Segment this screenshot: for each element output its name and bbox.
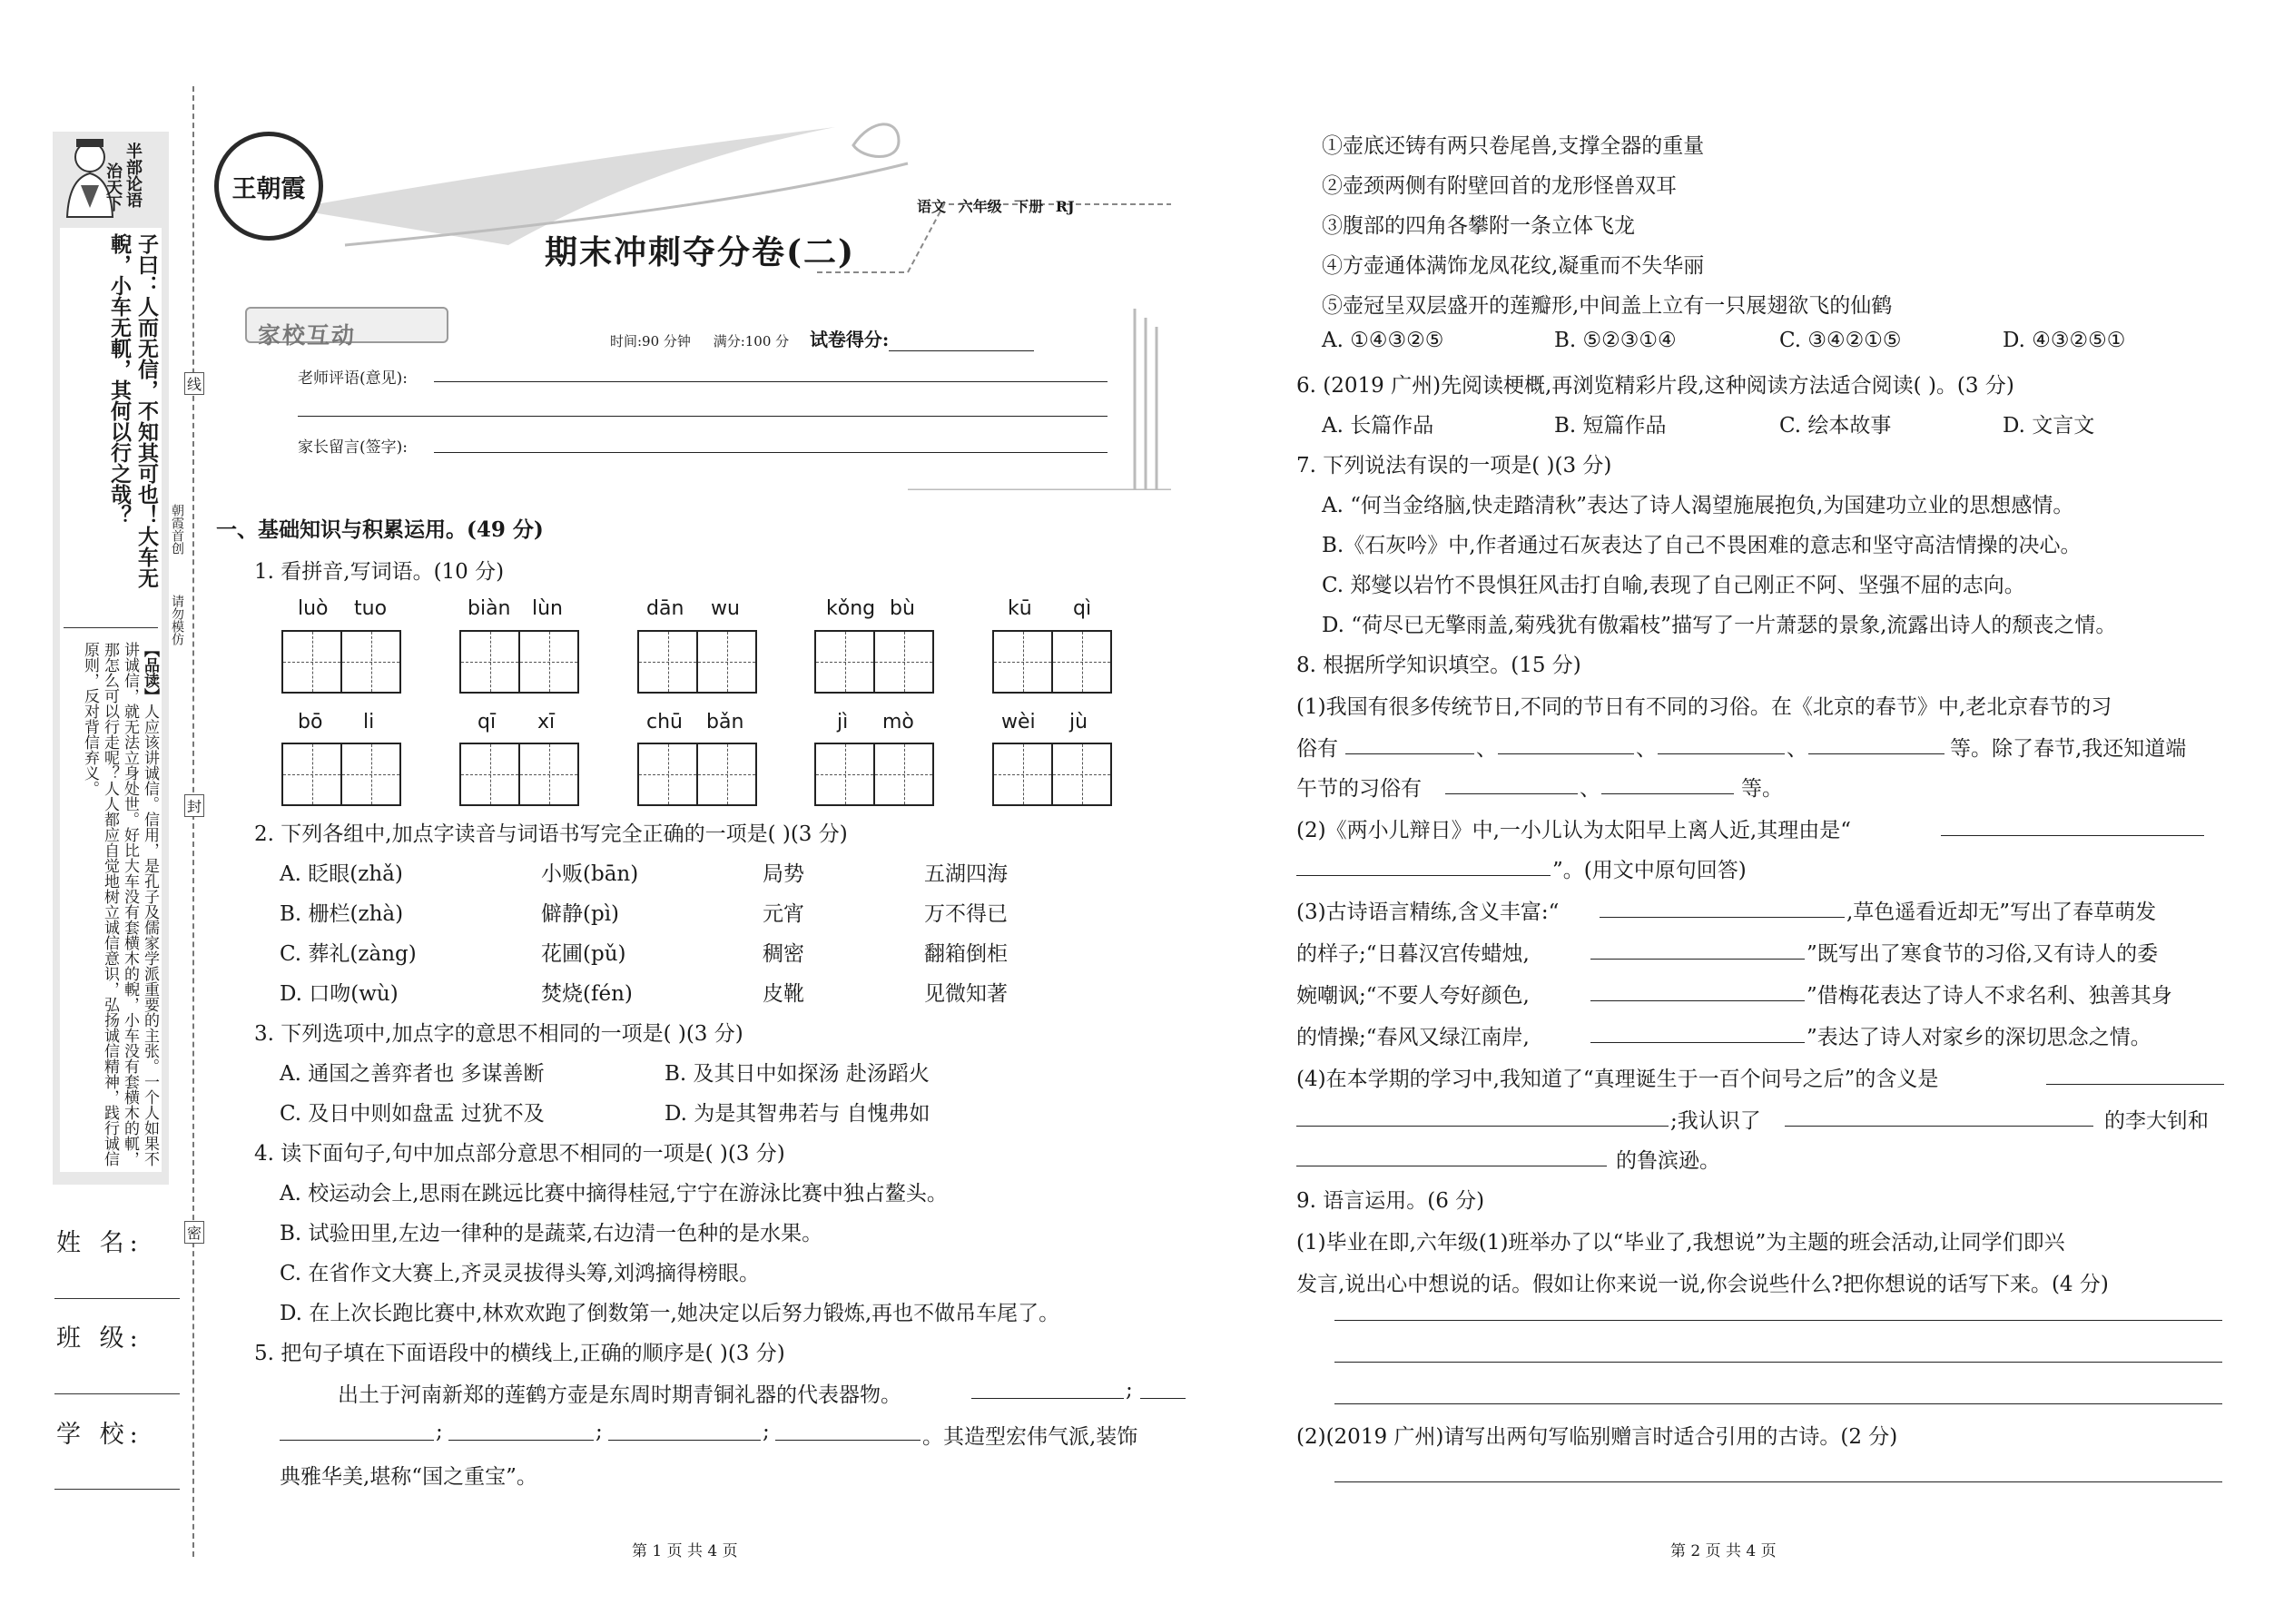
brand-logo <box>214 132 323 241</box>
pinyin: dān <box>646 597 684 620</box>
score-label: 试卷得分: <box>809 329 890 350</box>
question-8: 8. 根据所学知识填空。(15 分) <box>1296 654 1581 677</box>
q8-3-blank-3[interactable] <box>1590 1000 1805 1001</box>
parent-comment-line[interactable] <box>434 452 1108 453</box>
q2-option-b-1: B. 栅栏(zhà) <box>280 902 404 926</box>
question-6: 6. (2019 广州)先阅读梗概,再浏览精彩片段,这种阅读方法适合阅读( )。(3 分) <box>1296 374 2014 398</box>
pinyin: bù <box>890 597 915 620</box>
q8-4-line-b-mid: ;我认识了 <box>1670 1109 1761 1133</box>
tianzige-grid[interactable] <box>459 743 579 806</box>
q8-4-line-a: (4)在本学期的学习中,我知道了“真理诞生于一百个问号之后”的含义是 <box>1296 1068 1939 1091</box>
q2-option-d-4: 见微知著 <box>924 982 1008 1006</box>
q8-3-line-c-post: ”借梅花表达了诗人不求名利、独善其身 <box>1807 984 2172 1008</box>
full-score: 满分:100 分 <box>713 333 790 349</box>
q5-item-5: ⑤壶冠呈双层盛开的莲瓣形,中间盖上立有一只展翅欲飞的仙鹤 <box>1322 294 1893 318</box>
q3-option-c: C. 及日中则如盘盂 过犹不及 <box>280 1102 545 1126</box>
tianzige-grid[interactable] <box>992 630 1112 694</box>
page-footer-left: 第 1 页 共 4 页 <box>632 1542 738 1560</box>
q4-option-c: C. 在省作文大赛上,齐灵灵拔得头筹,刘鸿摘得榜眼。 <box>280 1262 761 1285</box>
pinyin: wu <box>711 597 740 620</box>
q4-option-d: D. 在上次长跑比赛中,林欢欢跑了倒数第一,她决定以后努力锻炼,再也不做吊车尾了。 <box>280 1302 1060 1325</box>
q9-1-line-a: (1)毕业在即,六年级(1)班举办了以“毕业了,我想说”为主题的班会活动,让同学们即兴 <box>1296 1231 2065 1255</box>
q6-option-c: C. 绘本故事 <box>1779 414 1892 438</box>
q5-option-c: C. ③④②①⑤ <box>1779 329 1902 352</box>
q2-option-a-3: 局势 <box>763 862 804 886</box>
q5-blank-1[interactable] <box>971 1398 1124 1399</box>
notice-text: 朝霞首创 <box>170 504 184 555</box>
q6-option-a: A. 长篇作品 <box>1322 414 1434 438</box>
school-input-line[interactable] <box>54 1489 180 1490</box>
q6-option-d: D. 文言文 <box>2003 414 2095 438</box>
q8-3-blank-1[interactable] <box>1600 917 1845 918</box>
q8-1-blank-1[interactable] <box>1345 753 1474 754</box>
q8-1-blank-3[interactable] <box>1658 753 1785 754</box>
q2-option-a-4: 五湖四海 <box>924 862 1008 886</box>
pinyin: luò <box>298 597 329 620</box>
score-input[interactable] <box>889 350 1034 351</box>
pinyin: qī <box>478 711 497 733</box>
question-7: 7. 下列说法有误的一项是( )(3 分) <box>1296 454 1612 477</box>
pinyin: bǎn <box>706 711 744 733</box>
name-label: 姓 名: <box>56 1229 143 1257</box>
pinyin: jì <box>837 711 849 733</box>
q2-option-d-3: 皮靴 <box>763 982 804 1006</box>
q5-blank-2b[interactable] <box>280 1440 434 1441</box>
q8-3-blank-2[interactable] <box>1590 959 1805 960</box>
teacher-comment-label: 老师评语(意见): <box>298 369 408 388</box>
pinyin: chū <box>646 711 683 733</box>
q8-4-line-b-post: 的李大钊和 <box>2104 1109 2209 1133</box>
cut-word-xian: 线 <box>184 372 204 395</box>
q8-2-blank-1[interactable] <box>1941 835 2204 836</box>
teacher-comment-line-1[interactable] <box>434 381 1108 382</box>
pinyin: kū <box>1008 597 1032 620</box>
question-4: 4. 读下面句子,句中加点部分意思不相同的一项是( )(3 分) <box>254 1142 785 1166</box>
q2-option-a-1: A. 眨眼(zhǎ) <box>280 862 403 886</box>
cut-line <box>192 86 194 1557</box>
tianzige-grid[interactable] <box>992 743 1112 806</box>
q7-option-c: C. 郑燮以岩竹不畏惧狂风击打自喻,表现了自己刚正不阿、坚强不屈的志向。 <box>1322 574 2025 597</box>
quote-divider <box>64 627 158 628</box>
q3-option-a: A. 通国之善弈者也 多谋善断 <box>280 1062 545 1086</box>
q9-1-answer-line-3[interactable] <box>1334 1403 2222 1404</box>
vertical-label-2: 治天下 <box>103 162 123 212</box>
q9-2-answer-line-1[interactable] <box>1334 1481 2222 1482</box>
q5-blank-2a[interactable] <box>1140 1398 1186 1399</box>
school-label: 学 校: <box>56 1421 143 1449</box>
pinyin: mò <box>882 711 914 733</box>
header-decoration <box>272 109 1180 490</box>
section-1-heading: 一、基础知识与积累运用。(49 分) <box>216 517 544 542</box>
page-footer-right: 第 2 页 共 4 页 <box>1670 1542 1777 1560</box>
q8-3-line-d-pre: 的情操;“春风又绿江南岸, <box>1296 1026 1530 1049</box>
q2-option-d-1: D. 口吻(wù) <box>280 982 399 1006</box>
q8-1-blank-5[interactable] <box>1445 793 1578 794</box>
q5-semicolon: ; <box>1126 1378 1133 1402</box>
reading-note <box>80 642 160 1168</box>
tianzige-grid[interactable] <box>281 743 401 806</box>
q5-semicolon: ; <box>763 1420 770 1443</box>
q8-2-blank-2[interactable] <box>1296 875 1551 876</box>
q8-3-blank-4[interactable] <box>1590 1042 1805 1043</box>
binding-margin <box>0 0 191 1624</box>
q4-option-a: A. 校运动会上,思雨在跳远比赛中摘得桂冠,宁宁在游泳比赛中独占鳌头。 <box>280 1182 948 1206</box>
q8-1-line-b-post: 等。除了春节,我还知道端 <box>1950 737 2187 761</box>
q8-3-line-a-post: ,草色遥看近却无”写出了春草萌发 <box>1846 901 2157 924</box>
q5-item-4: ④方壶通体满饰龙凤花纹,凝重而不失华丽 <box>1322 254 1705 278</box>
q8-1-blank-6[interactable] <box>1601 793 1734 794</box>
q6-option-b: B. 短篇作品 <box>1554 414 1667 438</box>
quote-content <box>60 228 162 1172</box>
question-3: 3. 下列选项中,加点字的意思不相同的一项是( )(3 分) <box>254 1022 743 1046</box>
q8-1-line-c-pre: 午节的习俗有 <box>1296 777 1422 801</box>
q7-option-b: B.《石灰吟》中,作者通过石灰表达了自己不畏困难的意志和坚守高洁情操的决心。 <box>1322 534 2082 557</box>
q5-item-3: ③腹部的四角各攀附一条立体飞龙 <box>1322 214 1635 238</box>
vertical-label-1: 半部论语 <box>123 143 143 208</box>
q5-blank-5[interactable] <box>775 1440 921 1441</box>
q8-2-line-b: ”。(用文中原句回答) <box>1552 859 1747 882</box>
q8-3-line-d-post: ”表达了诗人对家乡的深切思念之情。 <box>1807 1026 2151 1049</box>
q2-option-c-2: 花圃(pǔ) <box>541 942 626 966</box>
pinyin: kǒng <box>826 597 876 620</box>
q2-option-c-4: 翻箱倒柜 <box>924 942 1008 966</box>
confucius-quote: 子曰：人而无信，不知其可也！大车无輗，小车无軏，其何以行之哉？ <box>107 233 159 588</box>
time-limit: 时间:90 分钟 <box>610 333 691 349</box>
q9-2: (2)(2019 广州)请写出两句写临别赠言时适合引用的古诗。(2 分) <box>1296 1425 1898 1449</box>
pinyin: lùn <box>532 597 563 620</box>
q5-option-d: D. ④③②⑤① <box>2003 329 2126 352</box>
q5-passage-1: 出土于河南新郑的莲鹤方壶是东周时期青铜礼器的代表器物。 <box>338 1383 901 1407</box>
q2-option-a-2: 小贩(bān) <box>541 862 639 886</box>
notice-text-2: 请勿模仿 <box>170 595 184 645</box>
q8-3-line-a-pre: (3)古诗语言精练,含义丰富:“ <box>1296 901 1560 924</box>
cut-word-mi: 密 <box>184 1221 204 1244</box>
q2-option-c-1: C. 葬礼(zàng) <box>280 942 417 966</box>
q8-1-blank-4[interactable] <box>1808 753 1944 754</box>
question-9: 9. 语言运用。(6 分) <box>1296 1189 1485 1213</box>
tianzige-grid[interactable] <box>814 630 934 694</box>
q5-option-b: B. ⑤②③①④ <box>1554 329 1677 352</box>
tianzige-grid[interactable] <box>637 743 757 806</box>
tianzige-grid[interactable] <box>814 743 934 806</box>
q3-option-d: D. 为是其智弗若与 自愧弗如 <box>665 1102 930 1126</box>
q8-4-blank-3[interactable] <box>1785 1126 2093 1127</box>
question-1: 1. 看拼音,写词语。(10 分) <box>254 560 505 584</box>
q8-4-blank-1[interactable] <box>2046 1084 2224 1085</box>
q8-4-blank-2[interactable] <box>1296 1126 1669 1127</box>
q9-1-answer-line-2[interactable] <box>1334 1362 2222 1363</box>
pinyin: xī <box>537 711 556 733</box>
class-label: 班 级: <box>56 1324 143 1353</box>
q5-semicolon: ; <box>596 1420 603 1443</box>
q7-option-a: A. “何当金络脑,快走踏清秋”表达了诗人渴望施展抱负,为国建功立业的思想感情。 <box>1322 494 2074 517</box>
name-input-line[interactable] <box>54 1298 180 1299</box>
pinyin: bō <box>298 711 323 733</box>
class-input-line[interactable] <box>54 1393 180 1394</box>
q8-1-blank-2[interactable] <box>1498 753 1634 754</box>
q8-1-line-b-pre: 俗有 <box>1296 737 1338 761</box>
q5-blank-3[interactable] <box>448 1440 594 1441</box>
logo-text: 王朝霞 <box>231 175 306 203</box>
q8-3-line-c-pre: 婉嘲讽;“不要人夸好颜色, <box>1296 984 1530 1008</box>
tianzige-grid[interactable] <box>459 630 579 694</box>
q5-blank-4[interactable] <box>608 1440 761 1441</box>
q2-option-d-2: 焚烧(fén) <box>541 982 633 1006</box>
q5-passage-3: 典雅华美,堪称“国之重宝”。 <box>280 1465 537 1489</box>
q8-1-line-a: (1)我国有很多传统节日,不同的节日有不同的习俗。在《北京的春节》中,老北京春节的习 <box>1296 695 2112 719</box>
pinyin: qì <box>1073 597 1092 620</box>
q7-option-d: D. “荷尽已无擎雨盖,菊残犹有傲霜枝”描写了一片萧瑟的景象,流露出诗人的颓丧之情。 <box>1322 614 2117 637</box>
q2-option-b-2: 僻静(pì) <box>541 902 620 926</box>
pinyin: wèi <box>1001 711 1036 733</box>
quote-panel <box>53 132 169 1185</box>
q8-1-line-c-post: 等。 <box>1741 777 1783 801</box>
q5-item-2: ②壶颈两侧有附壁回首的龙形怪兽双耳 <box>1322 174 1677 198</box>
q5-passage-2: 。其造型宏伟气派,装饰 <box>922 1425 1138 1449</box>
q8-1-separator: 、 <box>1580 777 1600 801</box>
reading-label: 【品读】 <box>141 642 159 704</box>
q4-option-b: B. 试验田里,左边一律种的是蔬菜,右边清一色种的是水果。 <box>280 1222 823 1245</box>
cut-word-feng: 封 <box>184 794 204 817</box>
reading-text: 人应该讲诚信。信用，是孔子及儒家学派重要的主张。一个人如果不讲诚信，就无法立身处世。好比大车没有套横木的輗，小车没有套横木的軏，那怎么可以行走呢？人人都应自觉地树立诚信意识，弘扬诚信精神，践行诚信原则，反对背信弃义。 <box>81 642 159 1166</box>
exam-meta <box>610 325 1034 351</box>
q5-semicolon: ; <box>436 1420 443 1443</box>
parent-comment-label: 家长留言(签字): <box>298 438 408 457</box>
q8-2-line-a: (2)《两小儿辩日》中,一小儿认为太阳早上离人近,其理由是“ <box>1296 819 1851 842</box>
q9-1-line-b: 发言,说出心中想说的话。假如让你来说一说,你会说些什么?把你想说的话写下来。(4 分) <box>1296 1273 2109 1296</box>
q2-option-c-3: 稠密 <box>763 942 804 966</box>
tianzige-grid[interactable] <box>281 630 401 694</box>
pinyin: jù <box>1069 711 1088 733</box>
q5-item-1: ①壶底还铸有两只卷尾兽,支撑全器的重量 <box>1322 134 1705 158</box>
q2-option-b-4: 万不得已 <box>924 902 1008 926</box>
question-2: 2. 下列各组中,加点字读音与词语书写完全正确的一项是( )(3 分) <box>254 822 848 846</box>
question-5: 5. 把句子填在下面语段中的横线上,正确的顺序是( )(3 分) <box>254 1342 785 1365</box>
q3-option-b: B. 及其日中如探汤 赴汤蹈火 <box>665 1062 930 1086</box>
q2-option-b-3: 元宵 <box>763 902 804 926</box>
q8-4-line-c-post: 的鲁滨逊。 <box>1616 1149 1720 1173</box>
q8-3-line-b-post: ”既写出了寒食节的习俗,又有诗人的委 <box>1807 942 2159 966</box>
q5-option-a: A. ①④③②⑤ <box>1322 329 1444 352</box>
teacher-comment-line-2[interactable] <box>298 416 1108 417</box>
pinyin: li <box>363 711 375 733</box>
q8-1-separator: 、 <box>1787 737 1807 761</box>
home-school-label: 家校互动 <box>258 322 357 349</box>
tianzige-grid[interactable] <box>637 630 757 694</box>
subject-tag: 语文 六年级 下册 RJ <box>917 198 1075 215</box>
q9-1-answer-line-1[interactable] <box>1334 1320 2222 1321</box>
q8-1-separator: 、 <box>1476 737 1497 761</box>
pinyin: biàn <box>468 597 511 620</box>
pinyin: tuo <box>354 597 388 620</box>
q8-1-separator: 、 <box>1636 737 1657 761</box>
q8-3-line-b-pre: 的样子;“日暮汉宫传蜡烛, <box>1296 942 1530 966</box>
page-title: 期末冲刺夺分卷(二) <box>545 233 856 271</box>
